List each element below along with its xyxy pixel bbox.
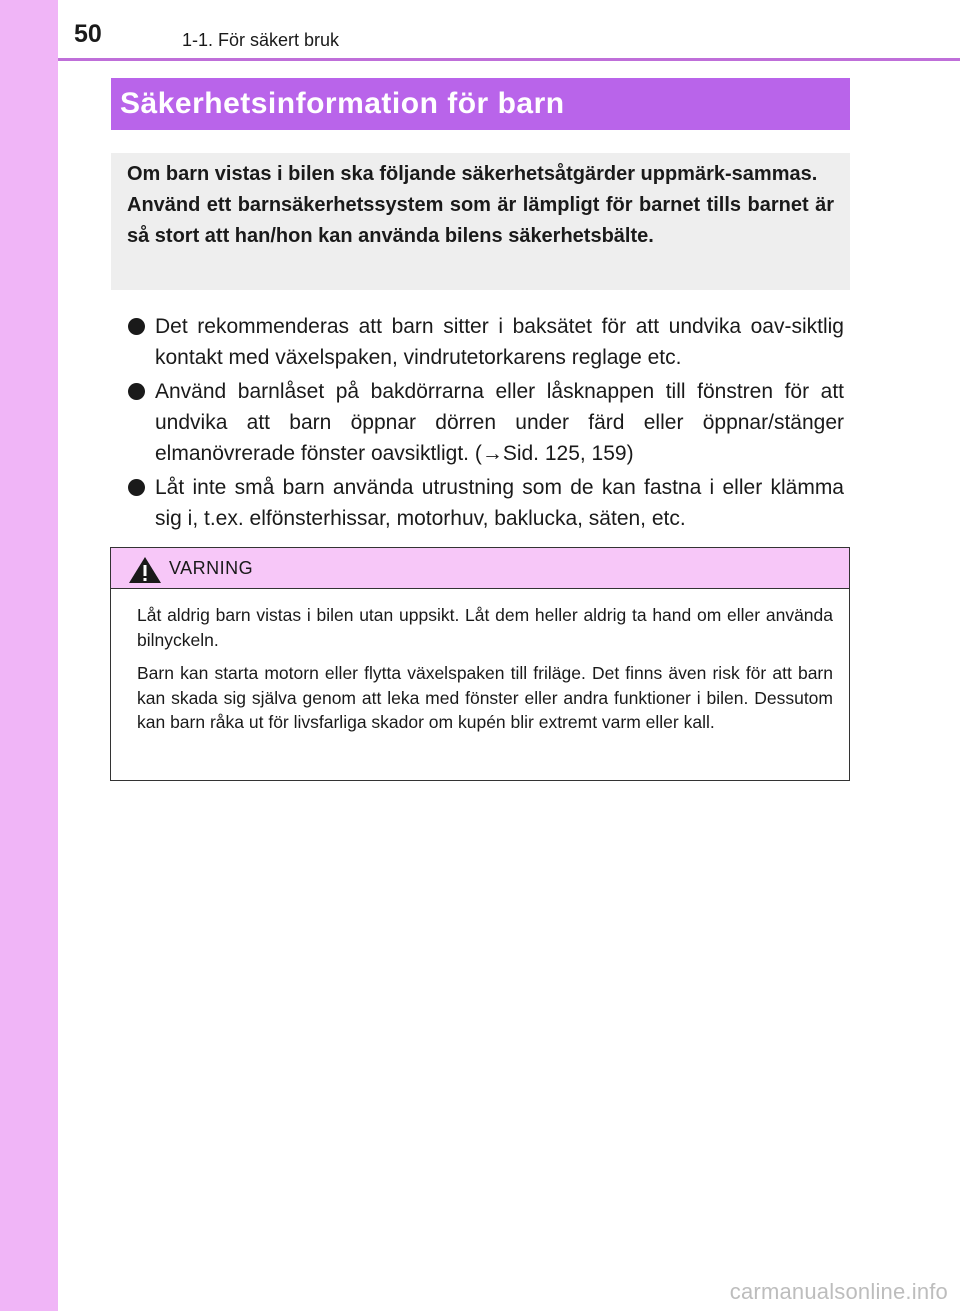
bullet-text: Låt inte små barn använda utrustning som de kan fastna i eller klämma sig i, t.ex. elfönsterhissar, motorhuv, baklucka, säten, etc. <box>155 476 844 530</box>
section-title-bar <box>111 78 850 130</box>
watermark: carmanualsonline.info <box>729 1279 948 1304</box>
bullet-text: Använd barnlåset på bakdörrarna eller låsknappen till fönstren för att undvika att barn öppnar dörren under färd eller öppnar/stänger elmanövrerade fönster oavsiktligt. (→Sid. 125, 159) <box>155 380 844 465</box>
bullet-item <box>126 376 844 469</box>
bullet-text: Det rekommenderas att barn sitter i baksätet för att undvika oav-siktlig kontakt med växelspaken, vindrutetorkarens reglage etc. <box>155 315 844 369</box>
header-divider <box>58 58 960 61</box>
bullet-item <box>126 311 844 373</box>
intro-box <box>111 153 850 290</box>
warning-body <box>111 589 849 735</box>
section-title: Säkerhetsinformation för barn <box>120 87 565 120</box>
page-number: 50 <box>74 20 102 48</box>
warning-paragraph: Barn kan starta motorn eller flytta växelspaken till friläge. Det finns även risk för att barn kan skada sig själva genom att leka med fönster eller andra funktioner i bilen. Dessutom kan barn råka ut för livsfarliga skador om kupén blir extremt varm eller kall. <box>137 663 833 732</box>
warning-paragraph: Låt aldrig barn vistas i bilen utan uppsikt. Låt dem heller aldrig ta hand om eller använda bilnyckeln. <box>137 605 833 650</box>
bullet-dot-icon <box>128 318 145 335</box>
warning-triangle-icon <box>128 556 162 584</box>
warning-label: VARNING <box>169 558 254 578</box>
bullet-list <box>126 311 844 537</box>
side-tab-strip <box>0 0 58 1311</box>
intro-paragraph: Använd ett barnsäkerhetssystem som är lämpligt för barnet tills barnet är så stort att han/hon kan använda bilens säkerhetsbälte. <box>127 194 834 247</box>
breadcrumb: 1-1. För säkert bruk <box>182 30 340 50</box>
intro-paragraph: Om barn vistas i bilen ska följande säkerhetsåtgärder uppmärk-sammas. <box>127 163 818 185</box>
bullet-dot-icon <box>128 383 145 400</box>
bullet-item <box>126 472 844 534</box>
warning-box <box>110 547 850 781</box>
bullet-dot-icon <box>128 479 145 496</box>
warning-header <box>111 548 849 589</box>
